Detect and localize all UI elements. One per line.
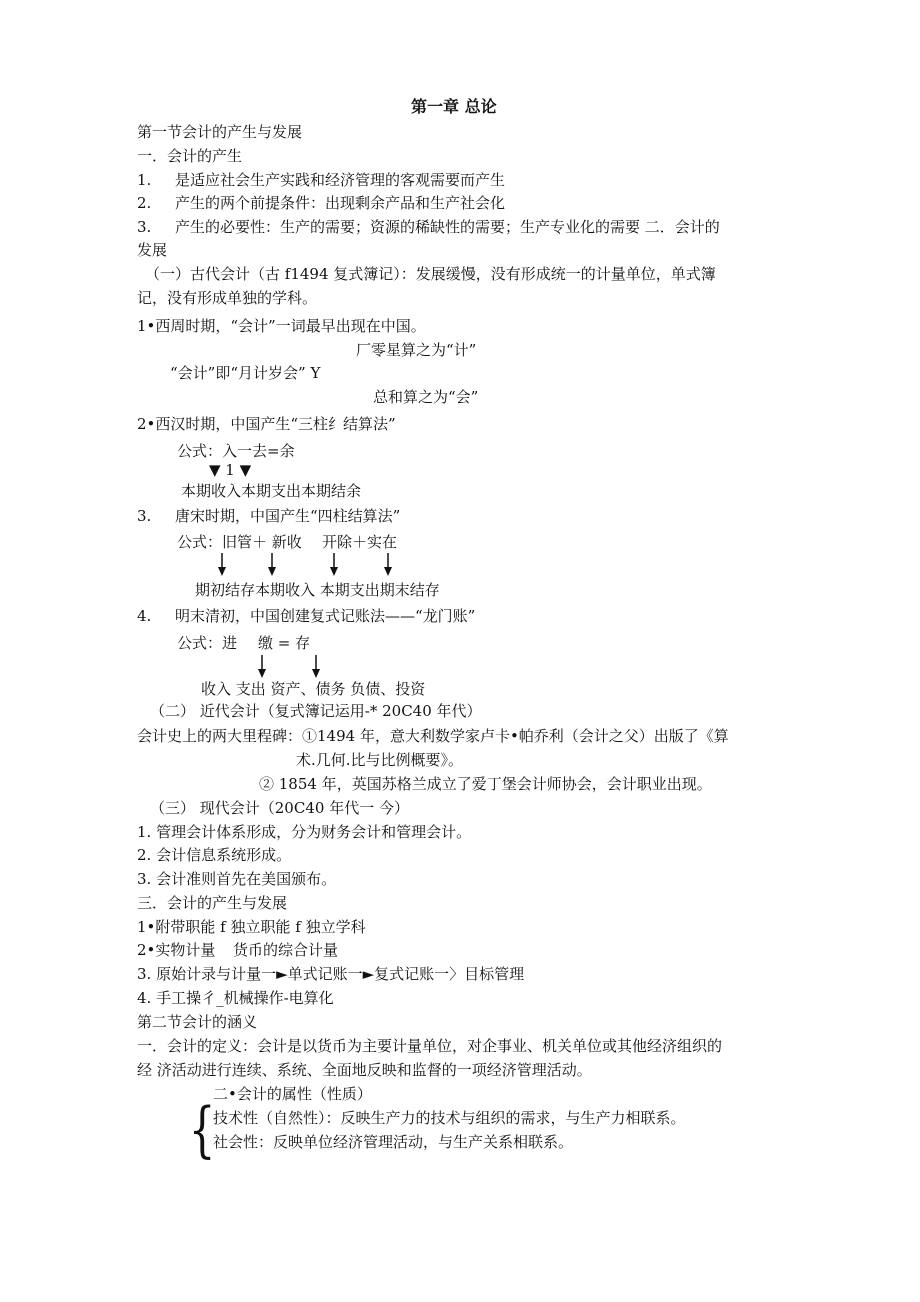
list-number: 2. [137,194,152,212]
subsection-heading: 三．会计的产生与发展 [137,894,288,912]
formula-terms: 本期收入本期支出本期结余 [181,482,362,500]
formula: 公式：旧管＋ 新收 [177,533,302,551]
list-item: 2. 会计信息系统形成。 [137,846,292,864]
down-arrow-icon [255,655,269,679]
list-item: 明末清初，中国创建复式记账法——“龙门账” [175,607,476,625]
paragraph: （一）古代会计（古 f1494 复式簿记）：发展缓慢，没有形成统一的计量单位，单式簿 [145,265,716,283]
chapter-title: 第一章 总论 [411,97,497,116]
subsection-heading: （二） 近代会计（复式簿记运用-* 20C40 年代） [150,702,482,720]
list-number: 1. [137,171,152,189]
paragraph: 一．会计的定义：会计是以货币为主要计量单位，对企事业、机关单位或其他经济组织的 [137,1037,723,1055]
paragraph: 1•西周时期，“会计”一词最早出现在中国。 [137,317,426,335]
section-heading: 第二节会计的涵义 [137,1013,258,1031]
paragraph: 记，没有形成单独的学科。 [137,289,318,307]
formula: 开除＋实在 [322,533,398,551]
formula-terms: 收入 支出 资产、债务 负债、投资 [201,680,426,698]
formula-terms: 期初结存本期收入 本期支出期末结存 [195,581,440,599]
list-item: 4. 手工操彳_机械操作-电算化 [137,989,334,1007]
down-arrow-icon [309,655,323,679]
paragraph: 术.几何.比与比例概要》。 [296,751,464,769]
list-item: 是适应社会生产实践和经济管理的客观需要而产生 [175,171,506,189]
list-number: 3. [137,218,152,236]
list-item: 3. 会计准则首先在美国颁布。 [137,870,337,888]
down-arrow-icon [215,553,229,577]
paragraph: 2•西汉时期，中国产生“三柱纟结算法” [137,415,396,433]
subsection-heading: 二•会计的属性（性质） [213,1085,372,1103]
formula: 公式：进 [177,634,238,652]
diagram-text: 厂零星算之为“计” [356,341,477,359]
list-item: 2•实物计量 [137,941,216,959]
subsection-heading: 一．会计的产生 [137,147,243,165]
list-item-wrap: 发展 [137,241,168,259]
paragraph: 技术性（自然性）：反映生产力的技术与组织的需求，与生产力相联系。 [213,1109,686,1127]
list-item: 1•附带职能 f 独立职能 f 独立学科 [137,918,366,936]
down-arrow-icon [381,553,395,577]
down-arrow-icon [265,553,279,577]
diagram-text: “会计”即“月计岁会” Y [170,364,321,382]
list-item: 3. 原始计录与计量一►单式记账一►复式记账一〉目标管理 [137,965,525,983]
paragraph: 经 济活动进行连续、系统、全面地反映和监督的一项经济管理活动。 [137,1061,592,1079]
paragraph: 社会性：反映单位经济管理活动，与生产关系相联系。 [213,1133,574,1151]
paragraph: ② 1854 年，英国苏格兰成立了爱丁堡会计师协会，会计职业出现。 [259,775,712,793]
brace-icon: { [188,1095,216,1165]
list-number: 4. [137,607,152,625]
diagram-text: 总和算之为“会” [373,388,479,406]
list-item: 产生的两个前提条件：出现剩余产品和生产社会化 [175,194,506,212]
formula: 缴 = 存 [258,634,311,652]
list-number: 3. [137,507,152,525]
paragraph: 会计史上的两大里程碑：①1494 年，意大利数学家卢卡•帕乔利（会计之父）出版了《算 [137,727,729,745]
formula: 公式：入一去=余 [177,442,295,460]
section-heading: 第一节会计的产生与发展 [137,123,303,141]
list-item: 1. 管理会计体系形成，分为财务会计和管理会计。 [137,823,472,841]
list-item: 产生的必要性：生产的需要；资源的稀缺性的需要；生产专业化的需要 二．会计的 [175,218,720,236]
formula-arrows: ▼ 1 ▼ [209,461,252,479]
list-item: 唐宋时期，中国产生“四柱结算法” [175,507,401,525]
list-item: 货币的综合计量 [233,941,339,959]
down-arrow-icon [327,553,341,577]
subsection-heading: （三） 现代会计（20C40 年代一 今） [150,799,409,817]
